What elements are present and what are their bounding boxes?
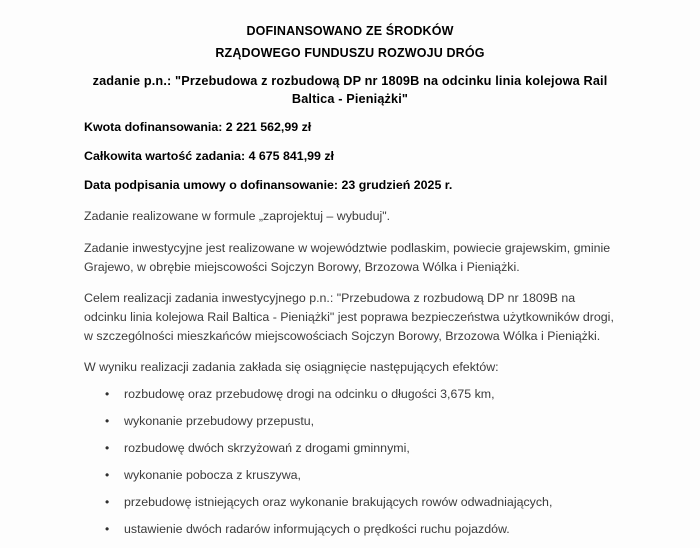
bullet-icon: • xyxy=(105,441,110,455)
list-item-label: rozbudowę dwóch skrzyżowań z drogami gminnymi, xyxy=(124,441,410,455)
list-item-label: wykonanie przebudowy przepustu, xyxy=(124,414,315,428)
paragraph-purpose: Celem realizacji zadania inwestycyjnego p.n.: "Przebudowa z rozbudową DP nr 1809B na odcinku linia kolejowa Rail Baltica - Pieniążki" jest poprawa bezpieczeństwa użytkowników drogi, w szczególności mieszkańców miejscowościach Sojczyn Borowy, Brzozowa Wólka i Pieniążki. xyxy=(84,291,614,343)
bullet-icon: • xyxy=(105,468,110,482)
kv-kwota-dofinansowania: Kwota dofinansowania: 2 221 562,99 zł xyxy=(84,120,312,134)
paragraph-effects-intro: W wyniku realizacji zadania zakłada się osiągnięcie następujących efektów: xyxy=(84,360,499,374)
document-header xyxy=(0,0,700,108)
kv-data-podpisania: Data podpisania umowy o dofinansowanie: 23 grudzień 2025 r. xyxy=(84,178,453,192)
bullet-icon: • xyxy=(105,414,110,428)
header-task-name: zadanie p.n.: "Przebudowa z rozbudową DP nr 1809B na odcinku linia kolejowa Rail Baltica - Pieniążki" xyxy=(92,74,608,106)
list-item xyxy=(84,521,615,538)
kv-calkowita-wartosc: Całkowita wartość zadania: 4 675 841,99 zł xyxy=(84,149,334,163)
paragraph-location: Zadanie inwestycyjne jest realizowane w województwie podlaskim, powiecie grajewskim, gminie Grajewo, w obrębie miejscowości Sojczyn Borowy, Brzozowa Wólka i Pieniążki. xyxy=(84,241,611,274)
list-item-label: rozbudowę oraz przebudowę drogi na odcinku o długości 3,675 km, xyxy=(124,387,495,401)
bullet-icon: • xyxy=(105,387,110,401)
list-item xyxy=(84,386,615,403)
list-item xyxy=(84,440,615,457)
list-item-label: wykonanie pobocza z kruszywa, xyxy=(124,468,301,482)
bullet-icon: • xyxy=(105,522,110,536)
paragraph-formula: Zadanie realizowane w formule „zaprojektuj – wybuduj". xyxy=(84,209,391,223)
list-item-label: przebudowę istniejących oraz wykonanie brakujących rowów odwadniających, xyxy=(124,495,553,509)
effects-list xyxy=(84,386,615,538)
document-body xyxy=(84,120,615,548)
bullet-icon: • xyxy=(105,495,110,509)
list-item xyxy=(84,467,615,484)
list-item xyxy=(84,413,615,430)
list-item-label: ustawienie dwóch radarów informujących o prędkości ruchu pojazdów. xyxy=(124,522,510,536)
header-line-fundusz: RZĄDOWEGO FUNDUSZU ROZWOJU DRÓG xyxy=(215,46,485,60)
list-item xyxy=(84,494,615,511)
header-line-dofinansowano: DOFINANSOWANO ZE ŚRODKÓW xyxy=(246,24,454,38)
